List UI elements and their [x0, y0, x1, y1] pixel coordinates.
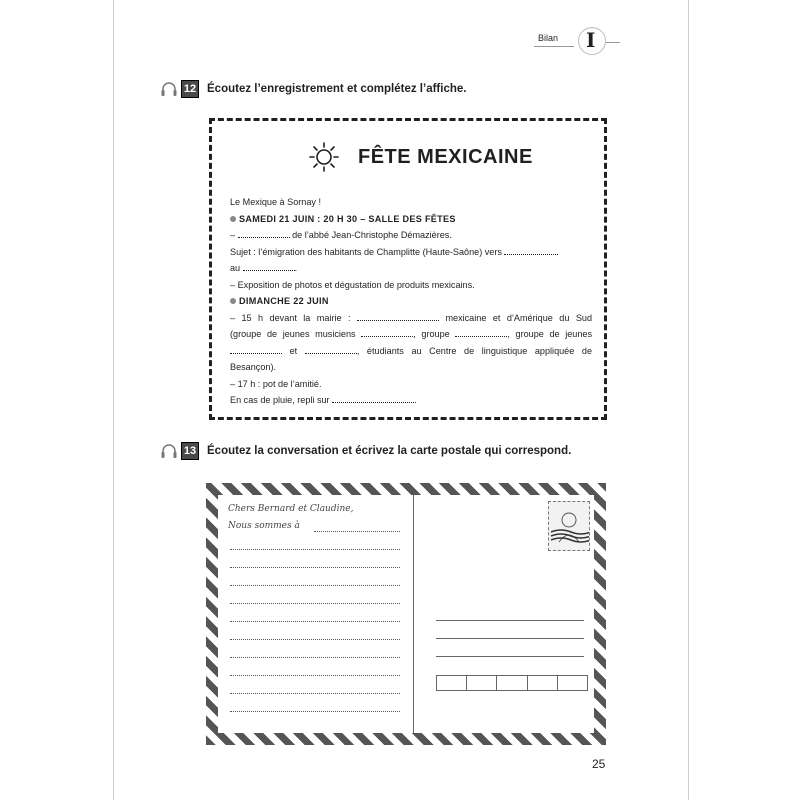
bullet-icon: [230, 216, 236, 222]
poster-line-7: [230, 343, 592, 360]
saturday-heading: SAMEDI 21 JUIN : 20 H 30 – SALLE DES FÊTES: [239, 213, 456, 224]
postcard-line-2: Nous sommes à: [228, 521, 300, 531]
line6-mid: , groupe: [413, 329, 450, 339]
sunday-heading: DIMANCHE 22 JUIN: [239, 296, 329, 306]
poster-line-4: – Exposition de photos et dégustation de produits mexicains.: [230, 279, 475, 290]
postcard-greeting: Chers Bernard et Claudine,: [228, 504, 354, 514]
address-line[interactable]: [436, 620, 584, 621]
page-number: 25: [592, 757, 606, 771]
address-line[interactable]: [436, 638, 584, 639]
line10-prefix: En cas de pluie, repli sur: [230, 395, 330, 405]
poster-line-10: [230, 392, 592, 409]
writing-line[interactable]: [230, 621, 400, 622]
headphones-icon: [160, 443, 178, 459]
line1-prefix: –: [230, 230, 236, 240]
postcard-divider: [413, 495, 414, 733]
postcard-inner: [218, 495, 594, 733]
writing-line[interactable]: [230, 639, 400, 640]
poster-line-2: [230, 244, 592, 261]
headphones-icon: [160, 81, 178, 97]
line7-mid: et: [289, 345, 298, 356]
line10-suffix: .: [414, 395, 417, 405]
poster-title-block: [308, 141, 533, 173]
writing-line[interactable]: [230, 711, 400, 712]
writing-line[interactable]: [230, 549, 400, 550]
poster-line-3: [230, 260, 592, 277]
poster: [209, 118, 607, 420]
exercise-13-heading: [160, 442, 571, 460]
exercise-12-heading: [160, 80, 466, 98]
poster-body: [230, 194, 592, 409]
line1-text: de l’abbé Jean-Christophe Démazières.: [292, 230, 452, 240]
exercise-number: 12: [181, 80, 199, 98]
exercise-instruction: Écoutez la conversation et écrivez la carte postale qui correspond.: [207, 445, 572, 457]
blank-field[interactable]: [305, 344, 357, 354]
address-line[interactable]: [436, 656, 584, 657]
writing-line[interactable]: [230, 693, 400, 694]
line6-prefix: (groupe de jeunes musiciens: [230, 329, 356, 339]
writing-line[interactable]: [230, 567, 400, 568]
writing-line[interactable]: [230, 675, 400, 676]
writing-line[interactable]: [314, 531, 400, 532]
postal-code-boxes[interactable]: [436, 675, 588, 691]
poster-line-6: [230, 326, 592, 343]
poster-intro: Le Mexique à Sornay !: [230, 197, 321, 207]
line2-text: Sujet : l’émigration des habitants de Champlitte (Haute-Saône) vers: [230, 246, 502, 257]
poster-line-8: Besançon).: [230, 362, 277, 372]
sunday-heading-row: [230, 293, 592, 310]
blank-field[interactable]: [230, 344, 282, 354]
blank-field[interactable]: [238, 228, 290, 238]
poster-line-5: [230, 310, 592, 327]
saturday-heading-row: [230, 211, 592, 228]
line3-prefix: au: [230, 263, 241, 273]
line7-suffix: , étudiants au Centre de linguistique appliquée de: [356, 345, 593, 356]
writing-line[interactable]: [230, 603, 400, 604]
writing-line[interactable]: [230, 585, 400, 586]
bullet-icon: [230, 298, 236, 304]
exercise-instruction: Écoutez l’enregistrement et complétez l’affiche.: [207, 83, 467, 95]
blank-field[interactable]: [361, 327, 413, 337]
blank-field[interactable]: [357, 311, 439, 321]
blank-field[interactable]: [243, 261, 295, 271]
line6-suffix: , groupe de jeunes: [507, 329, 593, 339]
header-rule-right: [606, 42, 620, 43]
page-header: [534, 24, 624, 54]
blank-field[interactable]: [332, 393, 414, 403]
line5-suffix: mexicaine et d’Amérique du Sud: [445, 312, 593, 323]
poster-title: FÊTE MEXICAINE: [358, 145, 533, 168]
poster-line-1: [230, 227, 592, 244]
unit-number: I: [586, 28, 596, 52]
blank-field[interactable]: [455, 327, 507, 337]
exercise-number: 13: [181, 442, 199, 460]
line3-suffix: .: [294, 263, 298, 273]
sun-icon: [308, 141, 340, 173]
poster-line-9: – 17 h : pot de l’amitié.: [230, 378, 322, 389]
blank-field[interactable]: [504, 245, 558, 255]
stamp-icon: [548, 501, 590, 551]
writing-line[interactable]: [230, 657, 400, 658]
line5-prefix: – 15 h devant la mairie :: [230, 312, 351, 323]
section-label: Bilan: [538, 33, 559, 43]
header-rule: [534, 46, 574, 47]
postcard: [206, 483, 606, 745]
